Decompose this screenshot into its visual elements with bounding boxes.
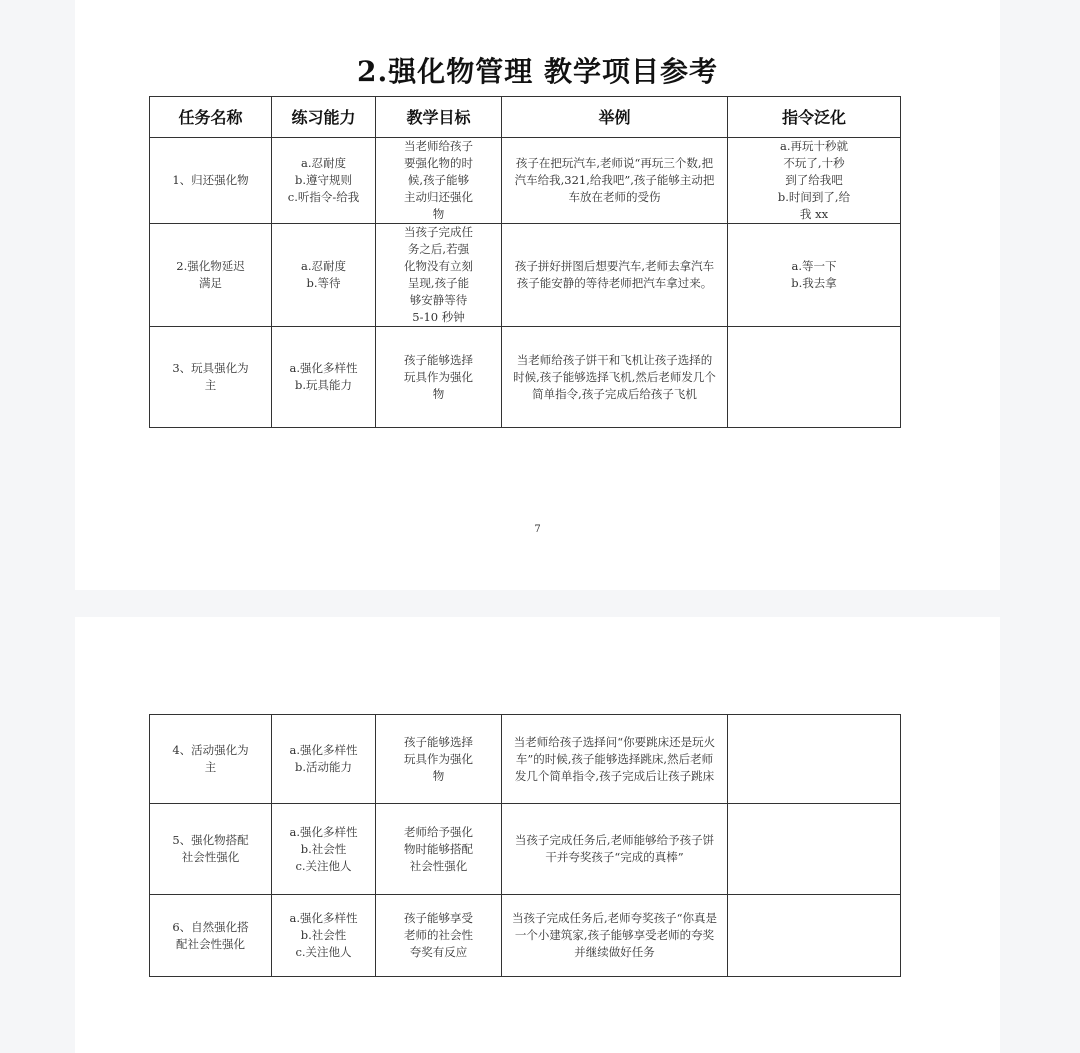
ability-cell	[272, 327, 376, 428]
cell-line: 主	[204, 378, 217, 392]
cell-line: 到了给我吧	[785, 173, 843, 187]
cell-line: 当老师给孩子	[404, 139, 473, 153]
cell-line: a.强化多样性	[289, 911, 358, 925]
cell-line: 老师的社会性	[404, 928, 473, 942]
generalization-cell	[728, 138, 901, 224]
page-title: 2.强化物管理 教学项目参考	[357, 55, 718, 88]
header-example: 举例	[502, 97, 728, 138]
cell-line: b.活动能力	[294, 760, 353, 774]
cell-line: b.时间到了,给	[777, 190, 851, 204]
cell-line: 4、活动强化为	[172, 743, 249, 757]
cell-line: 简单指令,孩子完成后给孩子飞机	[532, 386, 697, 401]
task-cell	[150, 804, 272, 895]
cell-line: 不玩了,十秒	[783, 156, 845, 170]
cell-line: a.强化多样性	[289, 743, 358, 757]
cell-line: c.关注他人	[295, 945, 352, 959]
cell-line: 干并夸奖孩子“完成的真棒”	[545, 850, 684, 864]
cell-line: 并继续做好任务	[574, 945, 655, 959]
cell-line: 呈现,孩子能	[407, 276, 470, 290]
task-cell	[150, 895, 272, 977]
cell-line: 够安静等待	[409, 293, 468, 307]
table-row	[150, 895, 901, 977]
ability-cell	[272, 895, 376, 977]
cell-line: 要强化物的时	[404, 156, 473, 170]
cell-line: 孩子能够选择	[404, 734, 473, 749]
example-cell	[502, 224, 728, 327]
cell-line: a.再玩十秒就	[779, 139, 848, 153]
cell-line: c.关注他人	[295, 858, 352, 873]
header-generalization: 指令泛化	[728, 97, 901, 138]
cell-line: a.等一下	[791, 259, 837, 273]
cell-line: b.社会性	[300, 841, 347, 856]
cell-line: 物	[432, 386, 445, 401]
cell-line: 化物没有立刻	[404, 259, 473, 273]
task-cell	[150, 138, 272, 224]
teaching-table-2	[149, 714, 901, 977]
example-cell	[502, 715, 728, 804]
ability-cell	[272, 804, 376, 895]
ability-cell	[272, 224, 376, 327]
cell-line: 2.强化物延迟	[176, 259, 245, 273]
cell-line: a.忍耐度	[300, 156, 346, 170]
cell-line: 5-10 秒钟	[412, 310, 465, 324]
generalization-cell	[728, 224, 901, 327]
goal-cell	[376, 327, 502, 428]
cell-line: 物时能够搭配	[404, 841, 473, 856]
cell-line: 5、强化物搭配	[172, 833, 249, 847]
page-number: 7	[534, 524, 541, 535]
task-cell	[150, 327, 272, 428]
cell-line: 车”的时候,孩子能够选择跳床,然后老师	[515, 751, 714, 766]
cell-line: a.忍耐度	[300, 259, 346, 273]
cell-line: 社会性强化	[181, 850, 240, 864]
cell-line: b.等待	[306, 276, 341, 290]
cell-line: 物	[432, 207, 445, 221]
goal-cell	[376, 895, 502, 977]
generalization-cell	[728, 895, 901, 977]
table-row	[150, 138, 901, 224]
generalization-cell	[728, 715, 901, 804]
cell-line: a.强化多样性	[289, 824, 358, 839]
table-row	[150, 224, 901, 327]
cell-line: 车放在老师的受伤	[568, 190, 661, 204]
table-row	[150, 804, 901, 895]
cell-line: 我 xx	[799, 207, 829, 221]
cell-line: b.社会性	[300, 928, 347, 942]
cell-line: 老师给予强化	[404, 824, 473, 839]
table-header-row	[150, 97, 901, 138]
cell-line: 汽车给我,321,给我吧”,孩子能够主动把	[514, 173, 715, 187]
cell-line: 当老师给孩子选择问“你要跳床还是玩火	[513, 734, 716, 749]
header-ability: 练习能力	[272, 97, 376, 138]
cell-line: 当老师给孩子饼干和飞机让孩子选择的	[516, 352, 713, 367]
goal-cell	[376, 804, 502, 895]
ability-cell	[272, 138, 376, 224]
cell-line: 务之后,若强	[407, 242, 470, 256]
goal-cell	[376, 138, 502, 224]
cell-line: 玩具作为强化	[404, 369, 473, 384]
cell-line: 孩子拼好拼图后想要汽车,老师去拿汽车	[514, 259, 715, 273]
cell-line: 孩子能安静的等待老师把汽车拿过来。	[516, 276, 713, 290]
example-cell	[502, 138, 728, 224]
cell-line: 一个小建筑家,孩子能够享受老师的夸奖	[514, 928, 715, 942]
cell-line: 配社会性强化	[176, 936, 245, 951]
example-cell	[502, 327, 728, 428]
goal-cell	[376, 224, 502, 327]
generalization-cell	[728, 327, 901, 428]
ability-cell	[272, 715, 376, 804]
cell-line: 候,孩子能够	[407, 173, 470, 187]
cell-line: 3、玩具强化为	[172, 361, 249, 375]
header-task-name: 任务名称	[150, 97, 272, 138]
cell-line: 主	[204, 760, 217, 774]
table-row	[150, 327, 901, 428]
generalization-cell	[728, 804, 901, 895]
cell-line: 孩子能够选择	[404, 352, 473, 367]
cell-line: c.听指令-给我	[287, 190, 360, 204]
teaching-table-1	[149, 96, 901, 428]
cell-line: b.我去拿	[791, 276, 837, 290]
cell-line: 当孩子完成任务后,老师能够给予孩子饼	[514, 833, 715, 847]
cell-line: 时候,孩子能够选择飞机,然后老师发几个	[513, 369, 716, 384]
document-page-2	[75, 617, 1000, 1053]
table-row	[150, 715, 901, 804]
cell-line: 6、自然强化搭	[172, 919, 249, 934]
cell-line: a.强化多样性	[289, 361, 358, 375]
cell-line: 主动归还强化	[404, 190, 473, 204]
cell-line: b.遵守规则	[294, 173, 353, 187]
cell-line: 孩子能够享受	[404, 911, 473, 925]
cell-line: 物	[432, 768, 445, 783]
header-goal: 教学目标	[376, 97, 502, 138]
task-cell	[150, 715, 272, 804]
cell-line: 当孩子完成任	[404, 225, 473, 239]
cell-line: 发几个简单指令,孩子完成后让孩子跳床	[514, 768, 715, 783]
cell-line: 孩子在把玩汽车,老师说“再玩三个数,把	[515, 156, 714, 170]
cell-line: 满足	[199, 276, 222, 290]
document-page-1	[75, 0, 1000, 590]
cell-line: 玩具作为强化	[404, 751, 473, 766]
cell-line: 1、归还强化物	[172, 173, 249, 187]
cell-line: 当孩子完成任务后,老师夸奖孩子“你真是	[511, 911, 718, 925]
cell-line: 社会性强化	[409, 858, 468, 873]
cell-line: 夸奖有反应	[409, 945, 468, 959]
cell-line: b.玩具能力	[294, 378, 353, 392]
example-cell	[502, 804, 728, 895]
goal-cell	[376, 715, 502, 804]
task-cell	[150, 224, 272, 327]
example-cell	[502, 895, 728, 977]
